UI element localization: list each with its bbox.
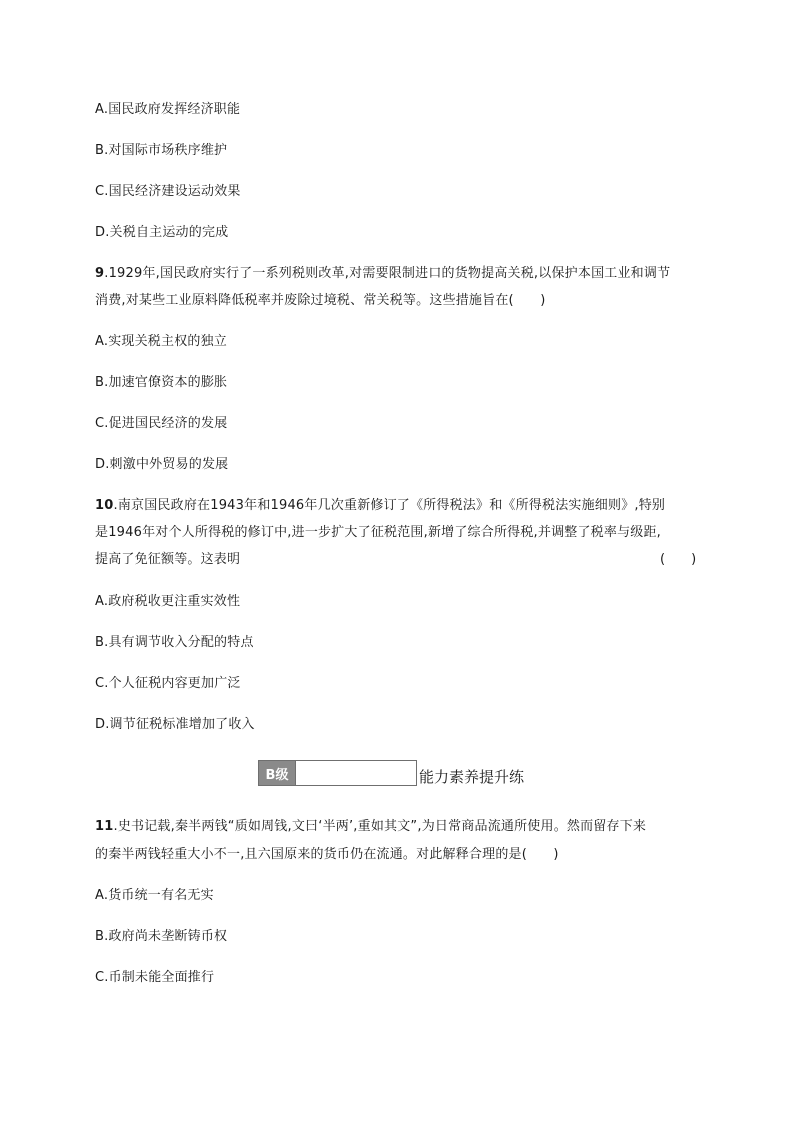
q10-stem-line1: [95, 497, 665, 515]
q11-stem-line1: [95, 818, 646, 836]
q9-stem-line2: 消费,对某些工业原料降低税率并废除过境税、常关税等。这些措施旨在( ): [95, 293, 546, 308]
q9-option-d: D.刺激中外贸易的发展: [95, 457, 229, 472]
q10-option-b: B.具有调节收入分配的特点: [95, 635, 254, 650]
q8-option-d: D.关税自主运动的完成: [95, 225, 229, 240]
q11-number: 11: [95, 819, 114, 834]
q9-option-a: A.实现关税主权的独立: [95, 334, 227, 349]
level-badge: B级: [258, 760, 296, 786]
q11-stem-line2: 的秦半两钱轻重大小不一,且六国原来的货币仍在流通。对此解释合理的是( ): [95, 847, 559, 862]
q10-stem-line2: 是1946年对个人所得税的修订中,进一步扩大了征税范围,新增了综合所得税,并调整了税率与级距,: [95, 525, 662, 540]
q10-answer-paren: ( ): [660, 552, 697, 567]
q8-option-c: C.国民经济建设运动效果: [95, 184, 241, 199]
q8-option-b: B.对国际市场秩序维护: [95, 143, 228, 158]
q10-stem-line3: 提高了免征额等。这表明: [95, 552, 241, 567]
q10-option-c: C.个人征税内容更加广泛: [95, 676, 241, 691]
q10-stem-text1: .南京国民政府在1943年和1946年几次重新修订了《所得税法》和《所得税法实施细则》,特别: [113, 498, 666, 513]
q9-option-c: C.促进国民经济的发展: [95, 416, 228, 431]
q9-number: 9: [95, 266, 105, 281]
section-title: 能力素养提升练: [419, 768, 525, 786]
q11-stem-text1: .史书记载,秦半两钱“质如周钱,文曰‘半两’,重如其文”,为日常商品流通所使用。然而留存下来: [113, 819, 647, 834]
q9-stem-text1: .1929年,国民政府实行了一系列税则改革,对需要限制进口的货物提高关税,以保护本国工业和调节: [104, 266, 671, 281]
q10-option-d: D.调节征税标准增加了收入: [95, 717, 255, 732]
q8-option-a: A.国民政府发挥经济职能: [95, 102, 241, 117]
q11-option-b: B.政府尚未垄断铸币权: [95, 929, 228, 944]
q9-stem-line1: [95, 265, 670, 283]
q9-option-b: B.加速官僚资本的膨胀: [95, 375, 228, 390]
q10-option-a: A.政府税收更注重实效性: [95, 594, 241, 609]
q11-option-a: A.货币统一有名无实: [95, 888, 214, 903]
q11-option-c: C.币制未能全面推行: [95, 970, 215, 985]
q10-number: 10: [95, 498, 114, 513]
level-blank-box: [296, 760, 417, 786]
section-header: [258, 760, 524, 786]
